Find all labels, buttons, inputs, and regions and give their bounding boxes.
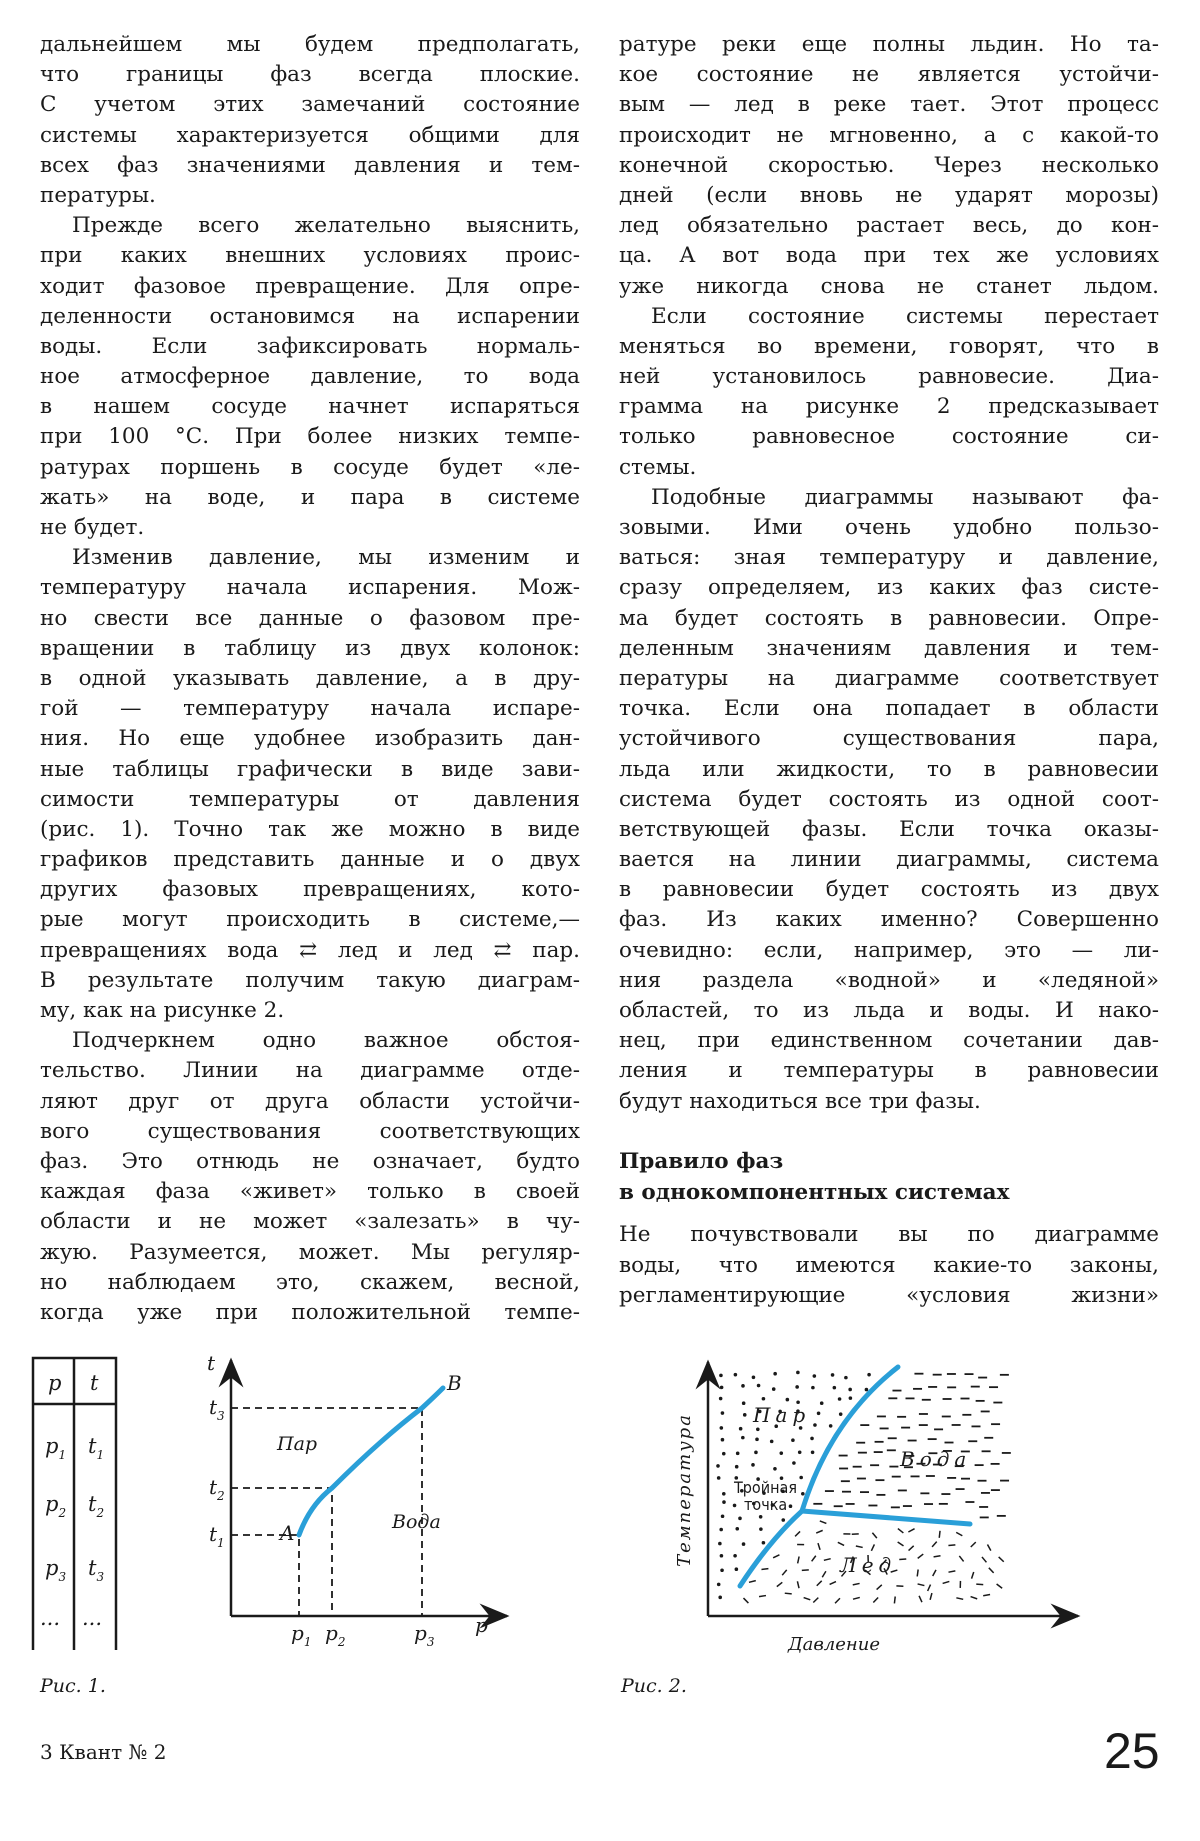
ice-mark	[822, 1571, 826, 1577]
figure1-caption: Рис. 1.	[40, 1675, 106, 1697]
ice-mark	[983, 1594, 990, 1595]
text-line: нец, при единственном сочетании дав-	[619, 1028, 1159, 1054]
vapor-dot	[721, 1438, 724, 1441]
text-line: деленным значениям давления и тем-	[619, 635, 1159, 661]
text-line: при каких внешних условиях проис-	[40, 243, 580, 269]
text-line: дальнейшем мы будем предполагать,	[40, 32, 580, 57]
text-line: ней установилось равновесие. Диа-	[619, 364, 1159, 390]
vapor-dot	[786, 1398, 789, 1401]
vapor-dot	[849, 1388, 852, 1391]
vapor-dot	[817, 1412, 820, 1415]
ice-mark	[971, 1597, 978, 1599]
vapor-dot	[742, 1385, 745, 1388]
ice-mark	[871, 1544, 874, 1550]
vapor-dot	[734, 1554, 737, 1557]
text-line: жать» на воде, и пара в системе	[40, 484, 580, 510]
figure2-phase-diagram	[674, 1362, 1078, 1655]
vapor-dot	[742, 1402, 745, 1405]
vapor-dot	[755, 1451, 758, 1454]
vapor-dot	[720, 1386, 723, 1389]
ice-mark	[899, 1559, 906, 1560]
text-line: уже никогда снова не станет льдом.	[619, 273, 1159, 299]
vapor-dot	[720, 1554, 723, 1557]
figure2-caption: Рис. 2.	[621, 1675, 687, 1697]
text-line: пературы на диаграмме соответствует	[619, 665, 1159, 691]
vapor-dot	[721, 1412, 724, 1415]
ice-mark	[956, 1532, 962, 1535]
vapor-dot	[762, 1397, 765, 1400]
p-axis-label: p	[475, 1613, 488, 1637]
table-header-t: t	[90, 1371, 99, 1395]
vapor-dot	[802, 1492, 805, 1495]
figure1-graph	[207, 1351, 507, 1649]
vapor-dot	[799, 1427, 802, 1430]
text-line: тельство. Линии на диаграмме отде-	[40, 1058, 580, 1084]
text-line: ветствующей фазы. Если точка оказы-	[619, 816, 1159, 842]
text-line: превращениях вода ⇄ лед и лед ⇄ пар.	[40, 937, 580, 963]
text-line: гой — температуру начала испаре-	[40, 696, 580, 722]
text-line: сразу определяем, из каких фаз систе-	[619, 575, 1159, 601]
text-line: ления и температуры в равновесии	[619, 1058, 1159, 1084]
text-line: меняться во времени, говорят, что в	[619, 333, 1159, 359]
text-line: му, как на рисунке 2.	[40, 998, 285, 1023]
text-line: ратурах поршень в сосуде будет «ле-	[40, 454, 580, 480]
footer-issue: 3 Квант № 2	[40, 1740, 167, 1764]
vapor-dot	[742, 1543, 745, 1546]
text-line: В результате получим такую диаграм-	[40, 967, 580, 993]
text-line: но свести все данные о фазовом пре-	[40, 605, 580, 631]
vapor-dot	[739, 1517, 742, 1520]
vapor-dot	[829, 1425, 832, 1428]
vapor-dot	[789, 1505, 792, 1508]
text-line: ца. А вот вода при тех же условиях	[619, 243, 1159, 269]
vapor-dot	[720, 1528, 723, 1531]
section-heading-line-2: в однокомпонентных системах	[619, 1179, 1010, 1205]
ice-mark	[959, 1556, 963, 1562]
vapor-dot	[717, 1465, 720, 1468]
text-line: вается на линии диаграммы, система	[619, 847, 1159, 873]
text-line: воды. Если зафиксировать нормаль-	[40, 333, 580, 359]
ice-mark	[943, 1581, 950, 1583]
vapor-dot	[752, 1376, 755, 1379]
text-line: жую. Разумеется, может. Мы регуляр-	[40, 1239, 580, 1265]
text-line: ное атмосферное давление, то вода	[40, 364, 580, 390]
vapor-dot	[739, 1427, 742, 1430]
ice-mark	[856, 1546, 863, 1547]
svg-text:p1: $p_1$	[291, 1621, 312, 1649]
vapor-dot	[721, 1569, 724, 1572]
text-line: очевидно: если, например, это — ли-	[619, 937, 1159, 963]
vapor-dot	[733, 1504, 736, 1507]
vapor-dot	[722, 1452, 725, 1455]
section-text-line: воды, что имеются какие-то законы,	[619, 1252, 1159, 1278]
ice-mark	[824, 1559, 831, 1561]
ice-mark	[759, 1596, 766, 1597]
ice-mark	[972, 1572, 974, 1579]
text-line: Если состояние системы перестает	[651, 303, 1159, 329]
ice-mark	[853, 1597, 860, 1599]
vapor-dot	[770, 1440, 773, 1443]
vapor-dot	[868, 1373, 871, 1376]
text-line: рые могут происходить в системе,—	[40, 907, 580, 933]
region-water: Вода	[392, 1511, 441, 1533]
text-line: ния раздела «водной» и «ледяной»	[619, 967, 1159, 993]
ice-mark	[798, 1557, 799, 1564]
ice-mark	[930, 1593, 932, 1600]
vapor-dot	[797, 1371, 800, 1374]
ice-mark	[813, 1598, 818, 1603]
ice-mark	[853, 1583, 860, 1584]
table-cell: $t_3$	[88, 1556, 105, 1584]
text-line: ма будет состоять в равновесии. Опре-	[619, 605, 1159, 631]
text-line: при 100 °С. При более низких темпе-	[40, 424, 580, 450]
vapor-dot	[813, 1375, 816, 1378]
text-line: будут находиться все три фазы.	[619, 1088, 981, 1114]
vapor-dot	[743, 1414, 746, 1417]
ice-mark	[749, 1581, 756, 1583]
region-vapor: Пар	[277, 1433, 318, 1455]
vapor-dot	[811, 1437, 814, 1440]
vapor-dot	[796, 1386, 799, 1389]
vapor-dot	[719, 1397, 722, 1400]
ice-mark	[838, 1542, 844, 1545]
text-line: происходит не мгновенно, а с какой-то	[619, 122, 1159, 148]
text-line: деленности остановимся на испарении	[40, 303, 580, 329]
fig2-region-ice: Лед	[840, 1553, 897, 1577]
ice-mark	[877, 1585, 882, 1590]
text-line: температуру начала испарения. Мож-	[40, 575, 580, 601]
text-line: стемы.	[619, 454, 697, 480]
vapor-dot	[735, 1465, 738, 1468]
text-line: каждая фаза «живет» только в своей	[40, 1179, 580, 1205]
text-line: областей, то из льда и воды. И нако-	[619, 998, 1159, 1023]
text-line: устойчивого существования пара,	[619, 726, 1159, 752]
ice-mark	[817, 1581, 822, 1586]
t-axis-label: t	[207, 1351, 216, 1375]
vapor-dot	[782, 1519, 785, 1522]
text-line: не будет.	[40, 515, 145, 540]
ice-mark	[743, 1598, 748, 1603]
ice-mark	[812, 1556, 816, 1562]
table-ellipsis-p: ...	[40, 1606, 61, 1630]
ice-mark	[982, 1557, 986, 1562]
text-line: пературы.	[40, 182, 156, 208]
ice-mark	[939, 1531, 940, 1538]
svg-text:t1: $t_1$	[209, 1522, 225, 1550]
text-line: ратуре реки еще полны льдин. Но та-	[619, 32, 1159, 57]
text-line: фаз. Это отнюдь не означает, будто	[40, 1148, 580, 1174]
ice-mark	[987, 1544, 990, 1550]
text-line: ния. Но еще удобнее изобразить дан-	[40, 726, 580, 752]
text-line: вого существования соответствующих	[40, 1118, 580, 1144]
text-line: конечной скоростью. Через несколько	[619, 152, 1159, 178]
text-line: точка. Если она попадает в области	[619, 696, 1159, 722]
vapor-dot	[792, 1439, 795, 1442]
text-line: других фазовых превращениях, кото-	[40, 877, 580, 903]
svg-text:p3: $p_3$	[414, 1621, 435, 1649]
vapor-dot	[723, 1501, 726, 1504]
text-line: зовыми. Ими очень удобно пользо-	[619, 515, 1159, 540]
ice-mark	[872, 1533, 876, 1538]
ice-mark	[820, 1521, 827, 1523]
vapor-dot	[839, 1413, 842, 1416]
text-line: вым — лед в реке тает. Этот процесс	[619, 92, 1159, 118]
ice-mark	[785, 1593, 792, 1594]
fig2-region-vapor: Пар	[753, 1403, 811, 1427]
text-line: дней (если вновь не ударят морозы)	[619, 182, 1159, 208]
ice-mark	[948, 1545, 955, 1546]
sublimation-curve	[740, 1511, 802, 1586]
point-a: A	[280, 1521, 295, 1545]
ice-mark	[948, 1571, 955, 1572]
text-line: ходит фазовое превращение. Для опре-	[40, 273, 580, 299]
vapor-dot	[735, 1568, 738, 1571]
text-line: когда уже при положительной темпе-	[40, 1299, 580, 1325]
vapor-dot	[757, 1428, 760, 1431]
ice-mark	[898, 1529, 904, 1533]
ice-mark	[933, 1570, 936, 1576]
vapor-dot	[774, 1467, 777, 1470]
table-cell: $t_2$	[88, 1492, 105, 1520]
ice-mark	[917, 1570, 918, 1577]
vapor-dot	[721, 1515, 724, 1518]
ice-mark	[999, 1557, 1004, 1562]
ice-mark	[782, 1570, 787, 1575]
svg-text:p2: $p_2$	[325, 1621, 346, 1649]
ice-mark	[928, 1585, 931, 1591]
table-header-p: p	[48, 1371, 62, 1395]
vapor-dot	[780, 1452, 783, 1455]
ice-mark	[795, 1531, 800, 1536]
section-text-line: регламентирующие «условия жизни»	[619, 1282, 1159, 1308]
text-line: ляют друг от друга области устойчи-	[40, 1088, 580, 1114]
vapor-dot	[800, 1476, 803, 1479]
vapor-dot	[793, 1462, 796, 1465]
ice-mark	[816, 1530, 822, 1533]
vapor-dot	[717, 1583, 720, 1586]
text-line: всех фаз значениями давления и тем-	[40, 152, 580, 178]
text-line: ваться: зная температуру и давление,	[619, 545, 1159, 571]
text-line: в одной указывать давление, а в дру-	[40, 665, 580, 691]
ice-mark	[989, 1568, 994, 1573]
vapor-dot	[845, 1376, 848, 1379]
vapor-dot	[865, 1388, 868, 1391]
text-line: вращении в таблицу из двух колонок:	[40, 635, 580, 661]
text-line: льда или жидкости, то в равновесии	[619, 756, 1159, 782]
ice-mark	[797, 1581, 799, 1588]
vapor-dot	[722, 1492, 725, 1495]
vapor-dot	[831, 1374, 834, 1377]
vapor-dot	[720, 1427, 723, 1430]
ice-mark	[830, 1582, 836, 1585]
text-line: системы характеризуется общими для	[40, 122, 580, 148]
ice-mark	[997, 1584, 1003, 1588]
ice-mark	[908, 1529, 914, 1532]
text-line: Подобные диаграммы называют фа-	[651, 484, 1159, 510]
table-cell: $t_1$	[88, 1434, 105, 1462]
ice-mark	[956, 1598, 963, 1599]
vapor-dot	[812, 1386, 815, 1389]
svg-text:t2: $t_2$	[209, 1475, 225, 1503]
vapor-dot	[734, 1373, 737, 1376]
fig2-y-label: Температура	[674, 1413, 695, 1567]
vapor-dot	[833, 1386, 836, 1389]
text-line: (рис. 1). Точно так же можно в виде	[40, 816, 580, 842]
ice-mark	[918, 1554, 924, 1558]
text-line: лед обязательно растает весь, до кон-	[619, 213, 1159, 239]
ice-mark	[804, 1598, 811, 1600]
text-line: С учетом этих замечаний состояние	[40, 92, 580, 118]
ice-mark	[918, 1584, 925, 1586]
text-line: грамма на рисунке 2 предсказывает	[619, 394, 1159, 420]
triple-point-label-2: точка	[744, 1495, 788, 1514]
vapor-dot	[752, 1464, 755, 1467]
melting-curve	[802, 1511, 970, 1524]
text-line: Изменив давление, мы изменим и	[72, 545, 580, 571]
text-line: графиков представить данные и о двух	[40, 847, 580, 873]
fig2-x-label: Давление	[787, 1634, 881, 1655]
triple-point-label-1: Тройная	[734, 1478, 797, 1497]
text-line: фаз. Из каких именно? Совершенно	[619, 907, 1159, 933]
text-line: кое состояние не является устойчи-	[619, 62, 1159, 88]
text-line: только равновесное состояние си-	[619, 424, 1159, 450]
text-line: но наблюдаем это, скажем, весной,	[40, 1269, 580, 1295]
text-line: симости температуры от давления	[40, 786, 580, 812]
vapor-dot	[717, 1477, 720, 1480]
section-heading-line-1: Правило фаз	[619, 1148, 784, 1174]
ice-mark	[919, 1596, 922, 1602]
ice-mark	[894, 1596, 895, 1603]
vapor-dot	[759, 1515, 762, 1518]
vapor-dot	[760, 1528, 763, 1531]
ice-mark	[761, 1569, 768, 1570]
ice-mark	[932, 1542, 937, 1547]
vapor-dot	[820, 1402, 823, 1405]
text-line: области и не может «залезать» в чу-	[40, 1209, 580, 1235]
ice-mark	[909, 1546, 914, 1551]
ice-mark	[873, 1597, 878, 1602]
ice-mark	[898, 1542, 904, 1546]
ice-mark	[835, 1598, 840, 1603]
table-ellipsis-t: ...	[82, 1606, 103, 1630]
ice-mark	[971, 1542, 976, 1547]
ice-mark	[818, 1543, 820, 1550]
vapor-dot	[719, 1542, 722, 1545]
svg-text:t3: $t_3$	[209, 1395, 225, 1423]
vapor-dot	[719, 1596, 722, 1599]
vapor-dot	[757, 1384, 760, 1387]
text-line: ные таблицы графически в виде зави-	[40, 756, 580, 782]
vapor-dot	[756, 1438, 759, 1441]
vapor-dot	[772, 1388, 775, 1391]
text-line: что границы фаз всегда плоские.	[40, 62, 580, 88]
table-cell: $p_2$	[45, 1492, 67, 1520]
text-line: в равновесии будет состоять из двух	[619, 877, 1159, 903]
vapor-dot	[736, 1452, 739, 1455]
vapor-dot	[811, 1451, 814, 1454]
point-b: B	[447, 1371, 462, 1395]
vapor-dot	[838, 1398, 841, 1401]
table-cell: $p_1$	[45, 1434, 67, 1462]
ice-mark	[773, 1555, 779, 1558]
vapor-dot	[720, 1374, 723, 1377]
text-line: Подчеркнем одно важное обстоя-	[72, 1028, 580, 1054]
ice-mark	[777, 1582, 782, 1586]
table-cell: $p_3$	[45, 1556, 67, 1584]
text-line: система будет состоять из одной соот-	[619, 786, 1159, 812]
vapor-dot	[762, 1541, 765, 1544]
fig2-region-water: Вода	[900, 1447, 972, 1471]
vapor-dot	[798, 1451, 801, 1454]
text-line: в нашем сосуде начнет испаряться	[40, 394, 580, 420]
vapor-dot	[814, 1424, 817, 1427]
vapor-dot	[742, 1436, 745, 1439]
page-number: 25	[1104, 1723, 1160, 1779]
vapor-dot	[736, 1527, 739, 1530]
ice-mark	[934, 1556, 941, 1557]
text-line: Прежде всего желательно выяснить,	[72, 213, 580, 239]
vapor-dot	[849, 1397, 852, 1400]
vapor-dot	[774, 1372, 777, 1375]
section-text-line: Не почувствовали вы по диаграмме	[619, 1222, 1159, 1248]
